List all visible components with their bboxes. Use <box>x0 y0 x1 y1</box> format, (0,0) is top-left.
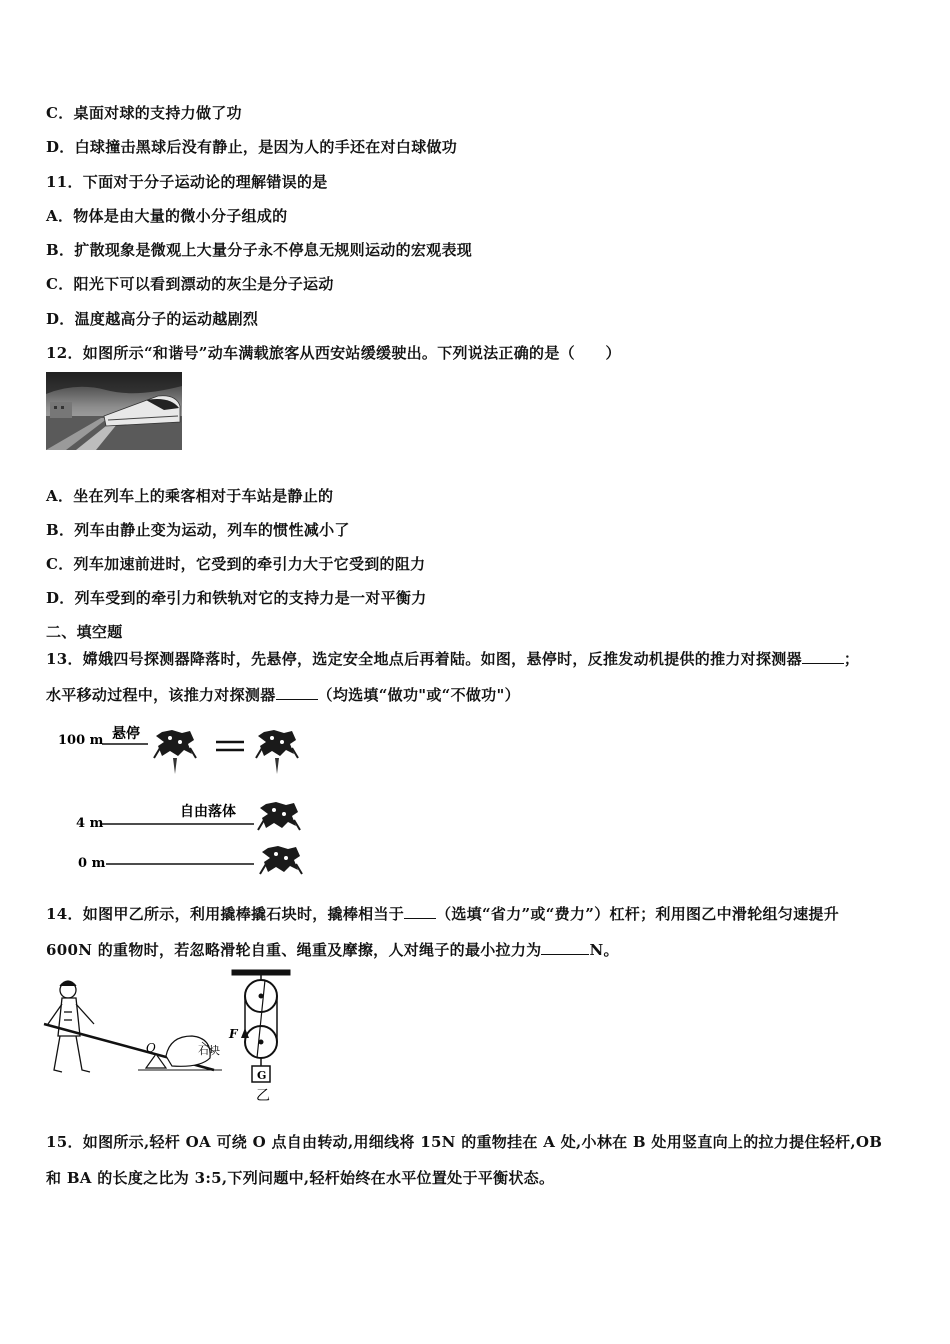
q11-option-d: D．温度越高分子的运动越剧烈 <box>46 310 259 328</box>
q14-blank-2[interactable] <box>541 942 589 955</box>
q13-line2-text: 水平移动过程中，该推力对探测器 <box>46 686 276 704</box>
q14-blank-1[interactable] <box>404 906 436 919</box>
q12-option-c: C．列车加速前进时，它受到的牵引力大于它受到的阻力 <box>46 555 426 573</box>
q11-option-a: A．物体是由大量的微小分子组成的 <box>46 207 288 225</box>
q14-line1-suffix: （选填“省力”或“费力”）杠杆；利用图乙中滑轮组匀速提升 <box>436 905 839 923</box>
q14-line2-text: 600N 的重物时，若忽略滑轮自重、绳重及摩擦，人对绳子的最小拉力为 <box>46 941 542 959</box>
label-hover: 悬停 <box>112 726 140 742</box>
q14-line2-suffix: N。 <box>589 941 619 959</box>
label-0m: 0 m <box>78 856 106 871</box>
label-yi: 乙 <box>256 1088 270 1104</box>
q10-option-d: D．白球撞击黑球后没有静止，是因为人的手还在对白球做功 <box>46 138 458 156</box>
lever-pulley-figure <box>42 966 294 1104</box>
q13-blank-2[interactable] <box>276 687 318 700</box>
q11-stem: 11．下面对于分子运动论的理解错误的是 <box>46 173 328 191</box>
train-photo <box>46 372 182 450</box>
q12-option-a: A．坐在列车上的乘客相对于车站是静止的 <box>46 487 334 505</box>
section-title: 二、填空题 <box>46 623 123 641</box>
q13-line2 <box>46 684 520 705</box>
label-4m: 4 m <box>76 816 104 831</box>
q14-line1 <box>46 903 839 924</box>
q15-line1: 15．如图所示,轻杆 OA 可绕 O 点自由转动,用细线将 15N 的重物挂在 A 处,小林在 B 处用竖直向上的拉力提住轻杆,OB <box>46 1133 883 1151</box>
q12-stem: 12．如图所示“和谐号”动车满载旅客从西安站缓缓驶出。下列说法正确的是（ ） <box>46 344 621 362</box>
pulley-system <box>232 970 290 1082</box>
q13-line1-text: 13．嫦娥四号探测器降落时，先悬停，选定安全地点后再着陆。如图，悬停时，反推发动机提供的推力对探测器 <box>46 650 802 668</box>
label-stone: 石块 <box>198 1044 220 1057</box>
q11-option-c: C．阳光下可以看到漂动的灰尘是分子运动 <box>46 275 334 293</box>
q10-option-c: C．桌面对球的支持力做了功 <box>46 104 242 122</box>
label-freefall: 自由落体 <box>180 804 236 820</box>
label-100m: 100 m <box>58 733 104 748</box>
q11-option-b: B．扩散现象是微观上大量分子永不停息无规则运动的宏观表现 <box>46 241 473 259</box>
q13-line1 <box>46 648 859 669</box>
q15-line2: 和 BA 的长度之比为 3:5,下列问题中,轻杆始终在水平位置处于平衡状态。 <box>46 1169 555 1187</box>
q14-line2 <box>46 939 619 960</box>
label-F: F <box>229 1027 238 1041</box>
label-G: G <box>257 1069 267 1082</box>
q12-option-d: D．列车受到的牵引力和铁轨对它的支持力是一对平衡力 <box>46 589 427 607</box>
q13-line1-end: ； <box>843 650 860 668</box>
lander-descent-figure <box>56 722 322 884</box>
q13-blank-1[interactable] <box>802 651 844 664</box>
q13-line2-suffix: （均选填“做功"或“不做功"） <box>317 686 520 704</box>
label-O: O <box>146 1041 156 1055</box>
q14-line1-text: 14．如图甲乙所示，利用撬棒撬石块时，撬棒相当于 <box>46 905 405 923</box>
q12-option-b: B．列车由静止变为运动，列车的惯性减小了 <box>46 521 350 539</box>
